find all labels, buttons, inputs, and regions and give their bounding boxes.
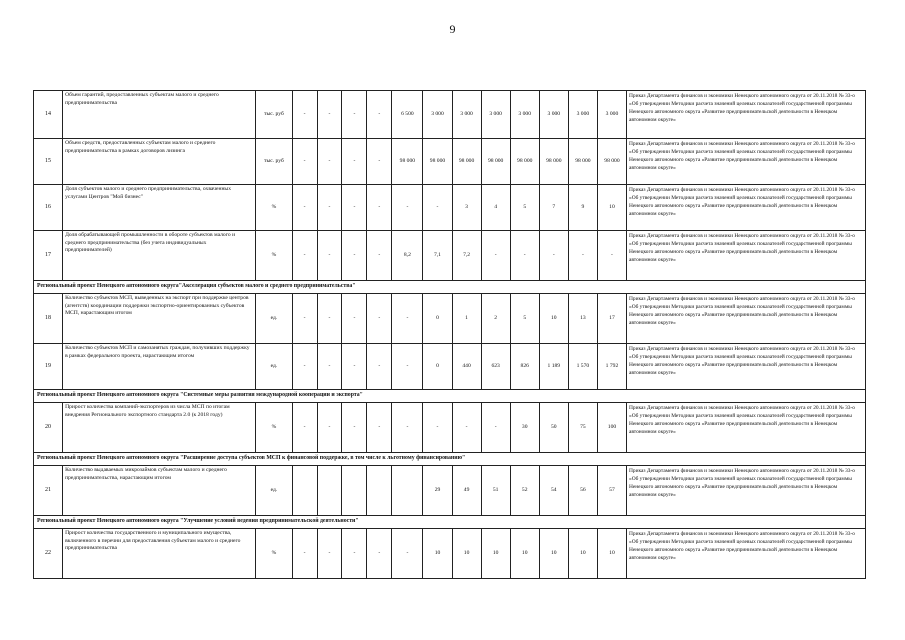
- indicator-value: -: [423, 185, 452, 231]
- table-row: [34, 529, 866, 579]
- indicator-value: 0: [423, 294, 452, 344]
- indicator-value: 1: [452, 294, 481, 344]
- indicator-value: 98 000: [568, 139, 597, 185]
- table-row: [34, 185, 866, 231]
- indicator-unit: %: [256, 529, 292, 579]
- row-number: 16: [34, 185, 63, 231]
- section-title: Региональный проект Ненецкого автономного округа"Акселерация субъектов малого и среднего предпринимательства": [34, 281, 866, 294]
- indicator-value: 3 000: [452, 91, 481, 139]
- indicator-value: 57: [597, 466, 626, 516]
- indicator-value: [292, 466, 317, 516]
- row-number: 15: [34, 139, 63, 185]
- row-number: 19: [34, 344, 63, 390]
- indicator-value: -: [317, 231, 342, 281]
- indicator-value: -: [452, 403, 481, 453]
- indicator-value: -: [392, 403, 423, 453]
- source-document: Приказ Департамента финансов и экономики Ненецкого автономного округа от 20.11.2018 № 33-о «Об утверждении Методики расчета значений целевых показателей государственной программы Ненецкого автономного округа «Развитие предпринимательской деятельности в Ненецком автономном округе»: [627, 403, 866, 453]
- indicator-value: 52: [510, 466, 539, 516]
- indicator-value: [342, 466, 367, 516]
- indicator-value: 2: [481, 294, 510, 344]
- indicator-value: 54: [539, 466, 568, 516]
- indicator-value: -: [292, 529, 317, 579]
- indicator-value: 440: [452, 344, 481, 390]
- indicator-name: Объем гарантий, предоставленных субъектам малого и среднего предпринимательства: [63, 91, 256, 139]
- indicator-value: 6 500: [392, 91, 423, 139]
- section-row: [34, 281, 866, 294]
- table-row: [34, 466, 866, 516]
- indicator-value: -: [292, 344, 317, 390]
- indicator-unit: тыс. руб: [256, 91, 292, 139]
- indicator-value: -: [317, 344, 342, 390]
- indicator-value: -: [342, 344, 367, 390]
- section-row: [34, 390, 866, 403]
- indicator-value: -: [597, 231, 626, 281]
- row-number: 20: [34, 403, 63, 453]
- indicator-value: -: [292, 294, 317, 344]
- section-row: [34, 453, 866, 466]
- indicator-value: 98 000: [597, 139, 626, 185]
- indicator-value: -: [292, 139, 317, 185]
- table-row: [34, 294, 866, 344]
- indicator-value: -: [292, 403, 317, 453]
- indicator-value: 5: [510, 294, 539, 344]
- indicator-value: 98 000: [392, 139, 423, 185]
- indicator-name: Количество субъектов МСП, выведенных на экспорт при поддержке центров (агентств) координации поддержки экспортно-ориентированных субъектов МСП, нарастающим итогом: [63, 294, 256, 344]
- indicator-value: 98 000: [481, 139, 510, 185]
- table-row: [34, 139, 866, 185]
- indicator-value: -: [342, 139, 367, 185]
- indicator-value: -: [367, 185, 392, 231]
- indicator-value: 10: [510, 529, 539, 579]
- indicator-value: 623: [481, 344, 510, 390]
- indicator-value: 9: [568, 185, 597, 231]
- indicator-value: 3 000: [481, 91, 510, 139]
- row-number: 14: [34, 91, 63, 139]
- table-row: [34, 344, 866, 390]
- indicator-value: -: [342, 529, 367, 579]
- indicator-value: 29: [423, 466, 452, 516]
- indicator-value: 4: [481, 185, 510, 231]
- indicator-value: 1 189: [539, 344, 568, 390]
- indicator-unit: %: [256, 231, 292, 281]
- source-document: Приказ Департамента финансов и экономики Ненецкого автономного округа от 20.11.2018 № 33-о «Об утверждении Методики расчета значений целевых показателей государственной программы Ненецкого автономного округа «Развитие предпринимательской деятельности в Ненецком автономном округе»: [627, 466, 866, 516]
- indicator-value: 3 000: [597, 91, 626, 139]
- indicator-value: 17: [597, 294, 626, 344]
- indicator-value: -: [317, 139, 342, 185]
- indicator-unit: %: [256, 185, 292, 231]
- section-title: Региональный проект Ненецкого автономного округа "Системные меры развития международной кооперации и экспорта": [34, 390, 866, 403]
- indicator-value: -: [292, 231, 317, 281]
- indicator-value: 10: [568, 529, 597, 579]
- indicator-unit: %: [256, 403, 292, 453]
- indicator-value: -: [392, 185, 423, 231]
- indicator-name: Количество выдаваемых микрозаймов субъектам малого и среднего предпринимательства, нарастающим итогом: [63, 466, 256, 516]
- indicator-value: 30: [510, 403, 539, 453]
- indicator-value: -: [317, 91, 342, 139]
- indicator-unit: ед.: [256, 466, 292, 516]
- table-row: [34, 403, 866, 453]
- indicator-value: -: [342, 294, 367, 344]
- indicator-unit: ед.: [256, 344, 292, 390]
- indicator-value: -: [392, 529, 423, 579]
- page-number: 9: [449, 22, 456, 36]
- indicator-value: -: [568, 231, 597, 281]
- indicator-value: 10: [481, 529, 510, 579]
- source-document: Приказ Департамента финансов и экономики Ненецкого автономного округа от 20.11.2018 № 33-о «Об утверждении Методики расчета значений целевых показателей государственной программы Ненецкого автономного округа «Развитие предпринимательской деятельности в Ненецком автономном округе»: [627, 139, 866, 185]
- indicator-value: 3 000: [539, 91, 568, 139]
- indicator-value: 49: [452, 466, 481, 516]
- source-document: Приказ Департамента финансов и экономики Ненецкого автономного округа от 20.11.2018 № 33-о «Об утверждении Методики расчета значений целевых показателей государственной программы Ненецкого автономного округа «Развитие предпринимательской деятельности в Ненецком автономном округе»: [627, 91, 866, 139]
- indicator-value: -: [342, 185, 367, 231]
- indicator-value: -: [539, 231, 568, 281]
- indicator-value: -: [342, 91, 367, 139]
- indicator-value: 10: [539, 294, 568, 344]
- indicator-value: 98 000: [510, 139, 539, 185]
- indicator-value: 98 000: [423, 139, 452, 185]
- indicator-value: -: [367, 139, 392, 185]
- indicator-value: [367, 466, 392, 516]
- indicator-value: -: [392, 294, 423, 344]
- indicator-unit: ед.: [256, 294, 292, 344]
- section-row: [34, 516, 866, 529]
- row-number: 17: [34, 231, 63, 281]
- source-document: Приказ Департамента финансов и экономики Ненецкого автономного округа от 20.11.2018 № 33-о «Об утверждении Методики расчета значений целевых показателей государственной программы Ненецкого автономного округа «Развитие предпринимательской деятельности в Ненецком автономном округе»: [627, 185, 866, 231]
- indicator-value: -: [481, 403, 510, 453]
- indicator-value: -: [510, 231, 539, 281]
- indicator-value: 50: [539, 403, 568, 453]
- indicator-value: -: [367, 294, 392, 344]
- indicator-value: 98 000: [452, 139, 481, 185]
- indicator-value: 7,1: [423, 231, 452, 281]
- row-number: 21: [34, 466, 63, 516]
- indicator-value: 51: [481, 466, 510, 516]
- section-title: Региональный проект Ненецкого автономного округа "Расширение доступа субъектов МСП к финансовой поддержке, в том числе к льготному финансированию": [34, 453, 866, 466]
- indicator-value: 98 000: [539, 139, 568, 185]
- row-number: 22: [34, 529, 63, 579]
- indicator-name: Доля субъектов малого и среднего предпринимательства, охваченных услугами Центров "Мой бизнес": [63, 185, 256, 231]
- indicator-value: 8,2: [392, 231, 423, 281]
- row-number: 18: [34, 294, 63, 344]
- indicator-name: Прирост количества компаний-экспортеров из числа МСП по итогам внедрения Регионального экспортного стандарта 2.0 (к 2018 году): [63, 403, 256, 453]
- indicator-value: 75: [568, 403, 597, 453]
- indicator-value: -: [367, 91, 392, 139]
- indicator-value: -: [367, 231, 392, 281]
- source-document: Приказ Департамента финансов и экономики Ненецкого автономного округа от 20.11.2018 № 33-о «Об утверждении Методики расчета значений целевых показателей государственной программы Ненецкого автономного округа «Развитие предпринимательской деятельности в Ненецком автономном округе»: [627, 294, 866, 344]
- indicator-value: 0: [423, 344, 452, 390]
- indicator-unit: тыс. руб: [256, 139, 292, 185]
- indicator-value: 1 792: [597, 344, 626, 390]
- indicator-value: -: [423, 403, 452, 453]
- indicator-value: 826: [510, 344, 539, 390]
- indicator-value: 56: [568, 466, 597, 516]
- indicator-value: -: [292, 185, 317, 231]
- indicator-value: 5: [510, 185, 539, 231]
- indicator-value: -: [367, 403, 392, 453]
- indicator-value: 3: [452, 185, 481, 231]
- indicator-value: 3 000: [510, 91, 539, 139]
- indicator-value: -: [317, 185, 342, 231]
- indicator-name: Количество субъектов МСП и самозанятых граждан, получивших поддержку в рамках федерального проекта, нарастающим итогом: [63, 344, 256, 390]
- indicator-value: -: [481, 231, 510, 281]
- indicator-value: -: [342, 403, 367, 453]
- indicator-value: 10: [597, 529, 626, 579]
- indicator-value: 10: [452, 529, 481, 579]
- indicator-value: -: [317, 294, 342, 344]
- indicator-value: 10: [539, 529, 568, 579]
- source-document: Приказ Департамента финансов и экономики Ненецкого автономного округа от 20.11.2018 № 33-о «Об утверждении Методики расчета значений целевых показателей государственной программы Ненецкого автономного округа «Развитие предпринимательской деятельности в Ненецком автономном округе»: [627, 344, 866, 390]
- table-row: [34, 231, 866, 281]
- indicator-value: 3 000: [423, 91, 452, 139]
- indicator-name: Прирост количества государственного и муниципального имущества, включенного в перечни для предоставления субъектам малого и среднего предпринимательства: [63, 529, 256, 579]
- indicator-value: [317, 466, 342, 516]
- indicator-name: Доля обрабатывающей промышленности в обороте субъектов малого и среднего предпринимательства (без учета индивидуальных предпринимателей): [63, 231, 256, 281]
- indicator-value: 1 570: [568, 344, 597, 390]
- indicator-value: 10: [597, 185, 626, 231]
- indicator-value: 7,2: [452, 231, 481, 281]
- table-row: [34, 91, 866, 139]
- indicators-table: [33, 90, 866, 579]
- indicator-value: -: [317, 403, 342, 453]
- indicator-value: 3 000: [568, 91, 597, 139]
- indicator-value: -: [317, 529, 342, 579]
- indicator-value: [392, 466, 423, 516]
- source-document: Приказ Департамента финансов и экономики Ненецкого автономного округа от 20.11.2018 № 33-о «Об утверждении Методики расчета значений целевых показателей государственной программы Ненецкого автономного округа «Развитие предпринимательской деятельности в Ненецком автономном округе»: [627, 529, 866, 579]
- indicator-value: -: [367, 529, 392, 579]
- indicator-value: 100: [597, 403, 626, 453]
- indicator-value: -: [392, 344, 423, 390]
- indicator-value: -: [292, 91, 317, 139]
- indicator-name: Объем средств, предоставленных субъектам малого и среднего предпринимательства в рамках договоров лизинга: [63, 139, 256, 185]
- indicator-value: 13: [568, 294, 597, 344]
- source-document: Приказ Департамента финансов и экономики Ненецкого автономного округа от 20.11.2018 № 33-о «Об утверждении Методики расчета значений целевых показателей государственной программы Ненецкого автономного округа «Развитие предпринимательской деятельности в Ненецком автономном округе»: [627, 231, 866, 281]
- indicator-value: 10: [423, 529, 452, 579]
- indicator-value: -: [342, 231, 367, 281]
- section-title: Региональный проект Ненецкого автономного округа "Улучшение условий ведения предпринимательской деятельности": [34, 516, 866, 529]
- indicator-value: -: [367, 344, 392, 390]
- indicator-value: 7: [539, 185, 568, 231]
